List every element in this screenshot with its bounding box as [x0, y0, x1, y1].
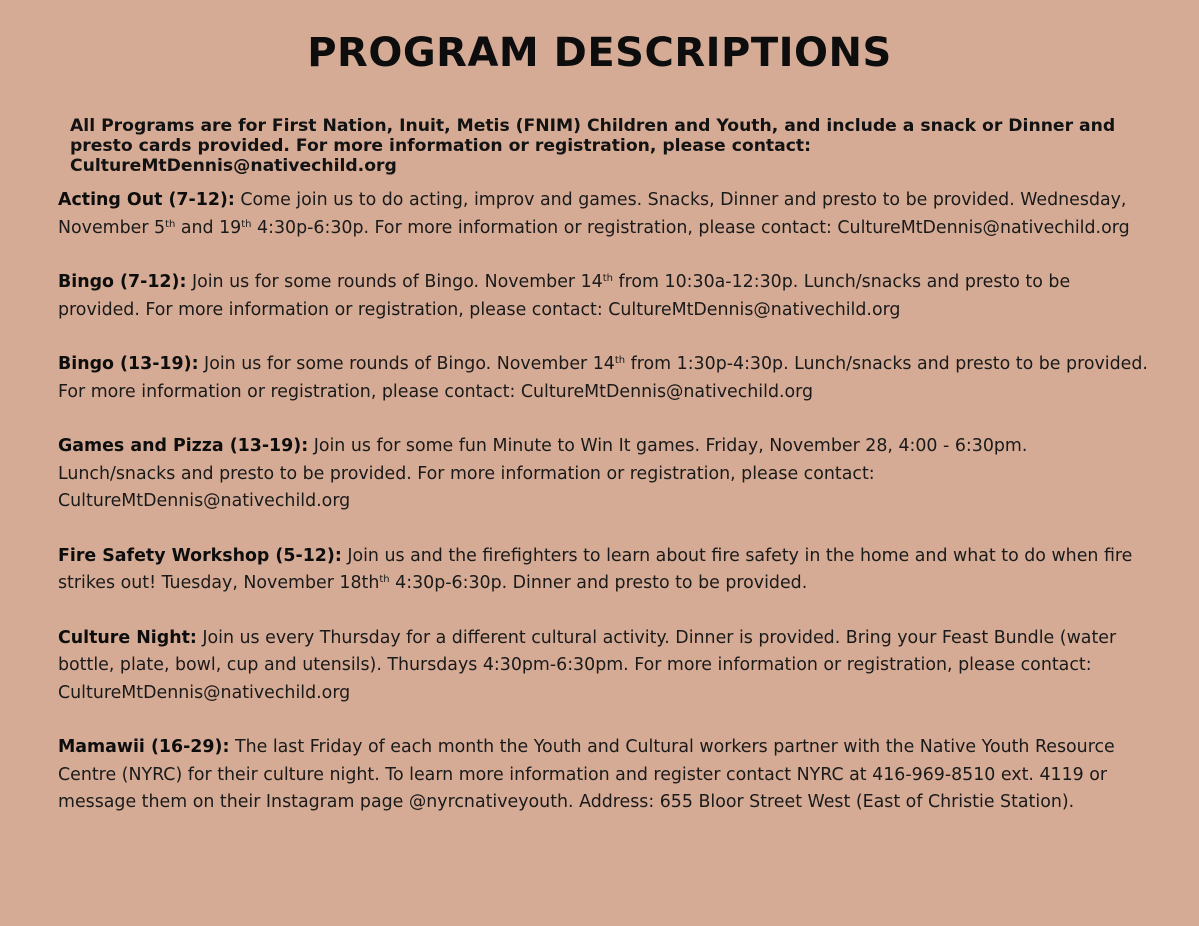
intro-notice: All Programs are for First Nation, Inuit, Metis (FNIM) Children and Youth, and include a snack or Dinner and presto cards provided. For more information or registration, please contact: CultureMtDennis@nativechild.org: [70, 116, 1116, 176]
program-games-and-pizza: [58, 433, 1148, 516]
program-text: Join us for some fun Minute to Win It games. Friday, November 28, 4:00 - 6:30pm. Lunch/snacks and presto to be provided. For more information or registration, please contact: CultureMtDennis@nativechild.org: [58, 436, 1028, 511]
program-acting-out: [58, 187, 1148, 242]
program-text: Join us and the firefighters to learn about fire safety in the home and what to do when fire strikes out! Tuesday, November 18th: [58, 545, 1133, 593]
ordinal-suffix: th: [241, 218, 252, 230]
program-fire-safety-workshop: [58, 543, 1148, 598]
program-text: and 19: [175, 217, 242, 238]
ordinal-suffix: th: [602, 273, 613, 284]
program-text: Join us for some rounds of Bingo. November 14: [198, 354, 615, 374]
program-name: Games and Pizza (13-19):: [58, 436, 309, 456]
program-text: from 10:30a-12:30p. Lunch/snacks and presto to be provided. For more information or registration, please contact: CultureMtDennis@nativechild.org: [58, 272, 1071, 320]
program-text: The last Friday of each month the Youth and Cultural workers partner with the Native Youth Resource Centre (NYRC) for their culture night. To learn more information and register contact NYRC at 416-969-8510 ext. 4119 or message them on their Instagram page @nyrcnativeyouth. Address: 655 Bloor Street West (East of Christie Station).: [58, 737, 1115, 812]
program-text: 4:30p-6:30p. Dinner and presto to be provided.: [389, 573, 808, 593]
program-text: Come join us to do acting, improv and games. Snacks, Dinner and presto to be provided. Wednesday, November 5: [58, 190, 1127, 238]
program-culture-night: [58, 625, 1148, 708]
program-bingo-7-12: [58, 269, 1148, 324]
program-name: Mamawii (16-29):: [58, 737, 230, 757]
program-name: Bingo (7-12):: [58, 272, 187, 292]
program-text: from 1:30p-4:30p. Lunch/snacks and presto to be provided. For more information or registration, please contact: CultureMtDennis@nativechild.org: [58, 354, 1148, 402]
page-title: PROGRAM DESCRIPTIONS: [307, 30, 892, 76]
program-name: Culture Night:: [58, 627, 197, 648]
ordinal-suffix: th: [614, 355, 626, 366]
program-text: 4:30p-6:30p. For more information or registration, please contact: CultureMtDennis@nativechild.org: [251, 217, 1130, 238]
ordinal-suffix: th: [165, 218, 176, 230]
program-name: Fire Safety Workshop (5-12):: [58, 545, 342, 566]
program-text: Join us every Thursday for a different cultural activity. Dinner is provided. Bring your Feast Bundle (water bottle, plate, bowl, cup and utensils). Thursdays 4:30pm-6:30pm. For more information or registration, please contact: CultureMtDennis@nativechild.org: [58, 627, 1117, 703]
program-name: Acting Out (7-12):: [58, 190, 235, 210]
ordinal-suffix: th: [379, 574, 390, 585]
program-list: [58, 187, 1148, 844]
program-bingo-13-19: [58, 351, 1148, 406]
program-mamawii: [58, 734, 1148, 817]
program-text: Join us for some rounds of Bingo. November 14: [186, 272, 603, 292]
program-name: Bingo (13-19):: [58, 354, 199, 374]
